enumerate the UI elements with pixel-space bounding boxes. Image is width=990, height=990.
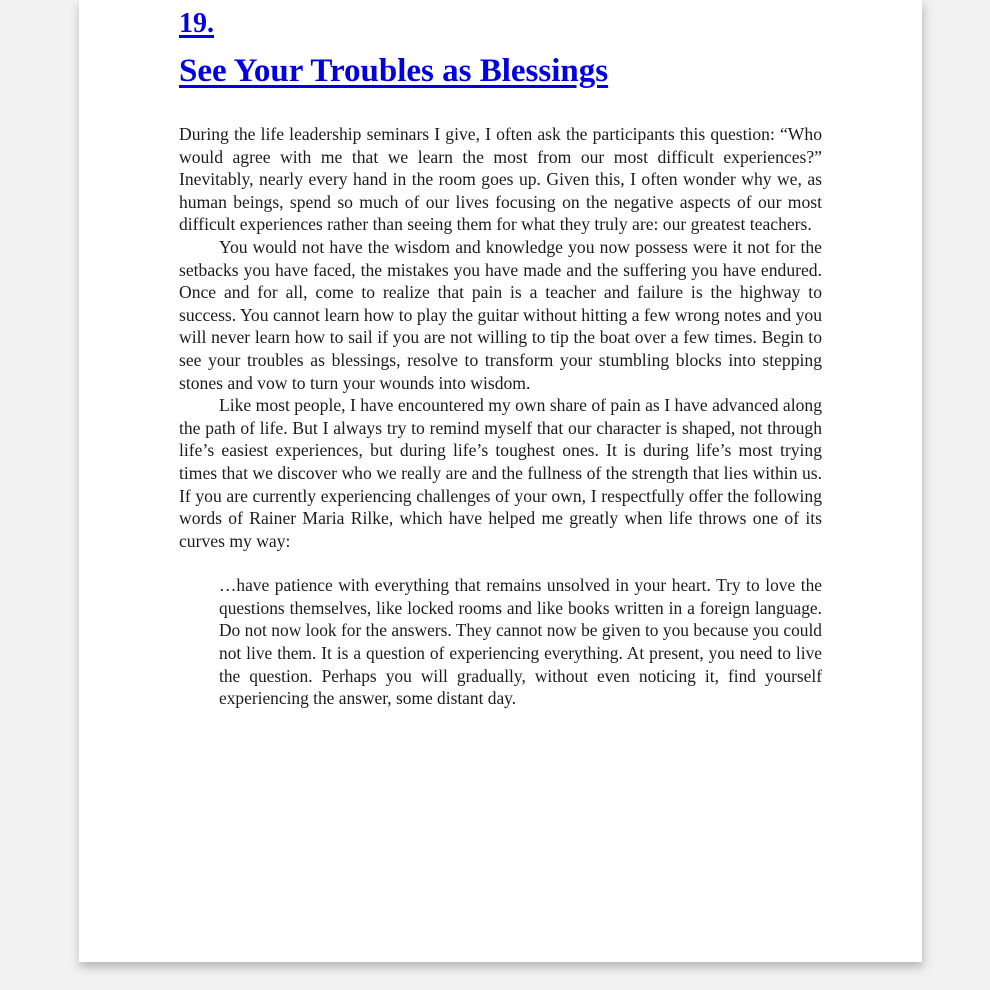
book-page	[79, 0, 922, 962]
body-paragraph-3: Like most people, I have encountered my own share of pain as I have advanced along the path of life. But I always try to remind myself that our character is shaped, not through life’s easiest experiences, but during life’s toughest ones. It is during life’s most trying times that we discover who we really are and the fullness of the strength that lies within us. If you are currently experiencing challenges of your own, I respectfully offer the following words of Rainer Maria Rilke, which have helped me greatly when life throws one of its curves my way:	[179, 395, 822, 551]
chapter-number-link[interactable]: 19.	[179, 8, 214, 39]
rilke-blockquote: …have patience with everything that remains unsolved in your heart. Try to love the questions themselves, like locked rooms and like books written in a foreign language. Do not now look for the answers. They cannot now be given to you because you could not live them. It is a question of experiencing everything. At present, you need to live the question. Perhaps you will gradually, without even noticing it, find yourself experiencing the answer, some distant day.	[219, 575, 822, 709]
page-content	[79, 0, 922, 710]
chapter-title-link[interactable]: See Your Troubles as Blessings	[179, 53, 609, 89]
body-paragraph-1: During the life leadership seminars I give, I often ask the participants this question: “Who would agree with me that we learn the most from our most difficult experiences?” Inevitably, nearly every hand in the room goes up. Given this, I often wonder why we, as human beings, spend so much of our lives focusing on the negative aspects of our most difficult experiences rather than seeing them for what they truly are: our greatest teachers.	[179, 124, 822, 235]
body-paragraph-2: You would not have the wisdom and knowledge you now possess were it not for the setbacks you have faced, the mistakes you have made and the suffering you have endured. Once and for all, come to realize that pain is a teacher and failure is the highway to success. You cannot learn how to play the guitar without hitting a few wrong notes and you will never learn how to sail if you are not willing to tip the boat over a few times. Begin to see your troubles as blessings, resolve to transform your stumbling blocks into stepping stones and vow to turn your wounds into wisdom.	[179, 236, 822, 393]
chapter-body	[179, 123, 822, 552]
chapter-heading	[179, 6, 822, 91]
